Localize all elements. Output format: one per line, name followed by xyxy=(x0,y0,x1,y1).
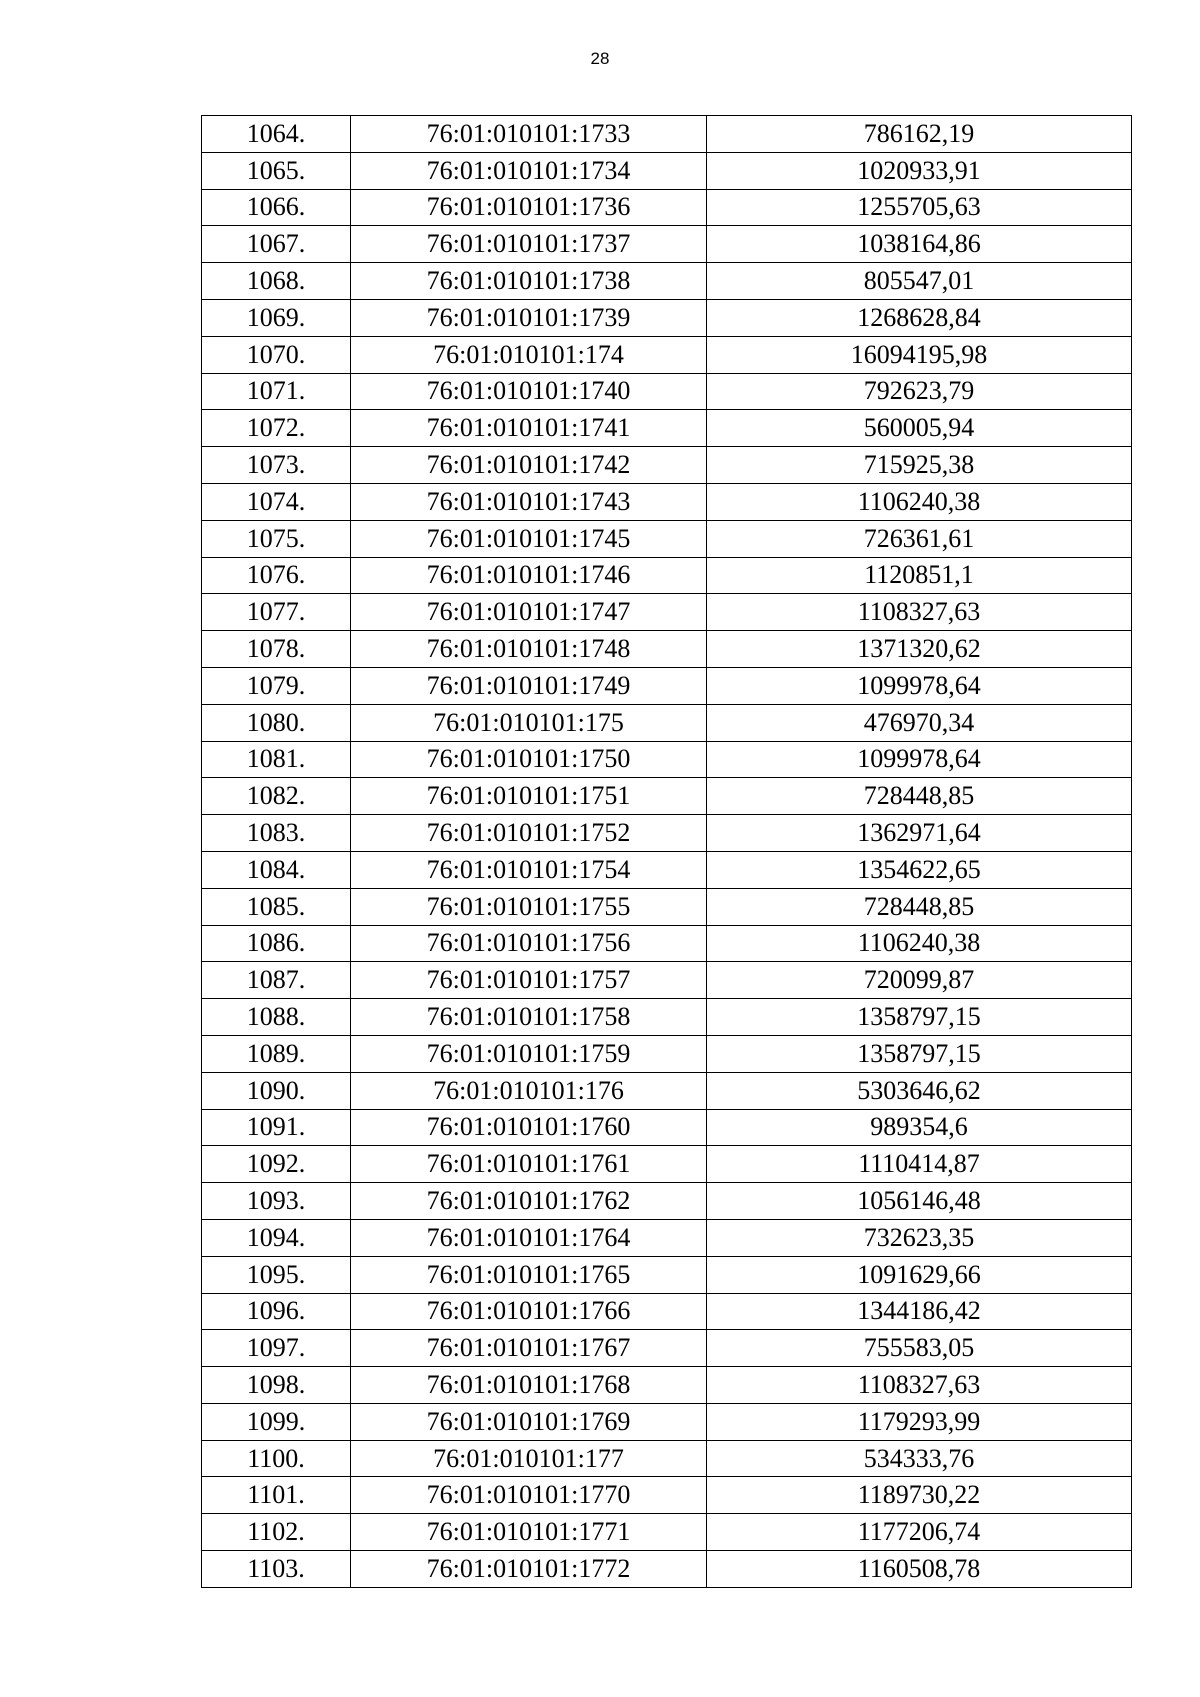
cadastral-number-cell: 76:01:010101:1770 xyxy=(351,1477,707,1514)
table-row xyxy=(202,925,1132,962)
cadastral-value-cell: 1358797,15 xyxy=(707,1035,1132,1072)
cadastral-number-cell: 76:01:010101:1745 xyxy=(351,520,707,557)
cadastral-value-cell: 1179293,99 xyxy=(707,1403,1132,1440)
row-number-cell: 1097. xyxy=(202,1330,351,1367)
row-number-cell: 1076. xyxy=(202,557,351,594)
row-number-cell: 1101. xyxy=(202,1477,351,1514)
row-number-cell: 1066. xyxy=(202,189,351,226)
table-row xyxy=(202,1035,1132,1072)
cadastral-number-cell: 76:01:010101:1769 xyxy=(351,1403,707,1440)
cadastral-value-cell: 1344186,42 xyxy=(707,1293,1132,1330)
cadastral-number-cell: 76:01:010101:1762 xyxy=(351,1183,707,1220)
cadastral-value-cell: 1362971,64 xyxy=(707,815,1132,852)
page-number: 28 xyxy=(590,49,610,68)
table-row xyxy=(202,1109,1132,1146)
cadastral-number-cell: 76:01:010101:1741 xyxy=(351,410,707,447)
table-row xyxy=(202,116,1132,153)
row-number-cell: 1071. xyxy=(202,373,351,410)
cadastral-value-cell: 534333,76 xyxy=(707,1440,1132,1477)
cadastral-number-cell: 76:01:010101:1739 xyxy=(351,299,707,336)
table-row xyxy=(202,631,1132,668)
cadastral-value-cell: 1108327,63 xyxy=(707,594,1132,631)
table-row xyxy=(202,1219,1132,1256)
row-number-cell: 1091. xyxy=(202,1109,351,1146)
table-row xyxy=(202,263,1132,300)
table-row xyxy=(202,152,1132,189)
row-number-cell: 1103. xyxy=(202,1551,351,1588)
table-row xyxy=(202,189,1132,226)
row-number-cell: 1102. xyxy=(202,1514,351,1551)
table-row xyxy=(202,373,1132,410)
cadastral-number-cell: 76:01:010101:1760 xyxy=(351,1109,707,1146)
row-number-cell: 1087. xyxy=(202,962,351,999)
cadastral-number-cell: 76:01:010101:1765 xyxy=(351,1256,707,1293)
cadastral-number-cell: 76:01:010101:1768 xyxy=(351,1367,707,1404)
row-number-cell: 1072. xyxy=(202,410,351,447)
cadastral-number-cell: 76:01:010101:1747 xyxy=(351,594,707,631)
row-number-cell: 1090. xyxy=(202,1072,351,1109)
cadastral-number-cell: 76:01:010101:1740 xyxy=(351,373,707,410)
table-row xyxy=(202,999,1132,1036)
cadastral-value-cell: 1091629,66 xyxy=(707,1256,1132,1293)
cadastral-value-cell: 1120851,1 xyxy=(707,557,1132,594)
cadastral-number-cell: 76:01:010101:1772 xyxy=(351,1551,707,1588)
row-number-cell: 1077. xyxy=(202,594,351,631)
row-number-cell: 1100. xyxy=(202,1440,351,1477)
table-row xyxy=(202,1551,1132,1588)
cadastral-number-cell: 76:01:010101:1757 xyxy=(351,962,707,999)
cadastral-number-cell: 76:01:010101:1771 xyxy=(351,1514,707,1551)
cadastral-value-cell: 726361,61 xyxy=(707,520,1132,557)
cadastral-number-cell: 76:01:010101:177 xyxy=(351,1440,707,1477)
row-number-cell: 1099. xyxy=(202,1403,351,1440)
row-number-cell: 1081. xyxy=(202,741,351,778)
row-number-cell: 1083. xyxy=(202,815,351,852)
table-row xyxy=(202,1146,1132,1183)
cadastral-value-cell: 1160508,78 xyxy=(707,1551,1132,1588)
table-row xyxy=(202,667,1132,704)
table-row xyxy=(202,299,1132,336)
row-number-cell: 1093. xyxy=(202,1183,351,1220)
cadastral-number-cell: 76:01:010101:1733 xyxy=(351,116,707,153)
row-number-cell: 1094. xyxy=(202,1219,351,1256)
cadastral-value-cell: 1108327,63 xyxy=(707,1367,1132,1404)
table-row xyxy=(202,1514,1132,1551)
cadastral-value-cell: 1106240,38 xyxy=(707,483,1132,520)
cadastral-value-cell: 1255705,63 xyxy=(707,189,1132,226)
cadastral-value-cell: 805547,01 xyxy=(707,263,1132,300)
cadastral-value-cell: 1177206,74 xyxy=(707,1514,1132,1551)
row-number-cell: 1096. xyxy=(202,1293,351,1330)
cadastral-number-cell: 76:01:010101:1736 xyxy=(351,189,707,226)
cadastral-value-cell: 792623,79 xyxy=(707,373,1132,410)
cadastral-number-cell: 76:01:010101:1755 xyxy=(351,888,707,925)
cadastral-value-cell: 1106240,38 xyxy=(707,925,1132,962)
cadastral-number-cell: 76:01:010101:176 xyxy=(351,1072,707,1109)
table-row xyxy=(202,1183,1132,1220)
cadastral-number-cell: 76:01:010101:1766 xyxy=(351,1293,707,1330)
cadastral-number-cell: 76:01:010101:1764 xyxy=(351,1219,707,1256)
cadastral-number-cell: 76:01:010101:1738 xyxy=(351,263,707,300)
row-number-cell: 1086. xyxy=(202,925,351,962)
table-row xyxy=(202,778,1132,815)
row-number-cell: 1065. xyxy=(202,152,351,189)
table-row xyxy=(202,851,1132,888)
table-row xyxy=(202,410,1132,447)
cadastral-number-cell: 76:01:010101:1752 xyxy=(351,815,707,852)
cadastral-number-cell: 76:01:010101:1758 xyxy=(351,999,707,1036)
cadastral-number-cell: 76:01:010101:1746 xyxy=(351,557,707,594)
cadastral-value-cell: 989354,6 xyxy=(707,1109,1132,1146)
cadastral-value-cell: 715925,38 xyxy=(707,447,1132,484)
table-row xyxy=(202,741,1132,778)
cadastral-value-cell: 720099,87 xyxy=(707,962,1132,999)
cadastral-value-cell: 476970,34 xyxy=(707,704,1132,741)
cadastral-value-cell: 728448,85 xyxy=(707,778,1132,815)
row-number-cell: 1082. xyxy=(202,778,351,815)
cadastral-value-cell: 1056146,48 xyxy=(707,1183,1132,1220)
table-row xyxy=(202,888,1132,925)
row-number-cell: 1064. xyxy=(202,116,351,153)
row-number-cell: 1068. xyxy=(202,263,351,300)
table-row xyxy=(202,962,1132,999)
cadastral-number-cell: 76:01:010101:1767 xyxy=(351,1330,707,1367)
table-row xyxy=(202,704,1132,741)
cadastral-number-cell: 76:01:010101:175 xyxy=(351,704,707,741)
table-row xyxy=(202,1440,1132,1477)
cadastral-value-cell: 755583,05 xyxy=(707,1330,1132,1367)
row-number-cell: 1070. xyxy=(202,336,351,373)
cadastral-value-cell: 1268628,84 xyxy=(707,299,1132,336)
row-number-cell: 1088. xyxy=(202,999,351,1036)
row-number-cell: 1074. xyxy=(202,483,351,520)
table-row xyxy=(202,447,1132,484)
row-number-cell: 1069. xyxy=(202,299,351,336)
row-number-cell: 1095. xyxy=(202,1256,351,1293)
table-row xyxy=(202,1403,1132,1440)
cadastral-value-cell: 1189730,22 xyxy=(707,1477,1132,1514)
table-row xyxy=(202,1367,1132,1404)
table-row xyxy=(202,483,1132,520)
cadastral-value-cell: 1020933,91 xyxy=(707,152,1132,189)
cadastral-number-cell: 76:01:010101:1742 xyxy=(351,447,707,484)
cadastral-value-cell: 5303646,62 xyxy=(707,1072,1132,1109)
cadastral-value-cell: 1099978,64 xyxy=(707,741,1132,778)
cadastral-value-table xyxy=(201,115,1132,1588)
cadastral-value-cell: 1371320,62 xyxy=(707,631,1132,668)
row-number-cell: 1067. xyxy=(202,226,351,263)
cadastral-number-cell: 76:01:010101:1756 xyxy=(351,925,707,962)
table-row xyxy=(202,1330,1132,1367)
table-row xyxy=(202,226,1132,263)
table-row xyxy=(202,520,1132,557)
cadastral-value-cell: 1354622,65 xyxy=(707,851,1132,888)
cadastral-number-cell: 76:01:010101:1754 xyxy=(351,851,707,888)
cadastral-value-cell: 728448,85 xyxy=(707,888,1132,925)
table-row xyxy=(202,1256,1132,1293)
row-number-cell: 1084. xyxy=(202,851,351,888)
row-number-cell: 1080. xyxy=(202,704,351,741)
cadastral-number-cell: 76:01:010101:1743 xyxy=(351,483,707,520)
row-number-cell: 1079. xyxy=(202,667,351,704)
row-number-cell: 1085. xyxy=(202,888,351,925)
cadastral-value-cell: 1038164,86 xyxy=(707,226,1132,263)
cadastral-number-cell: 76:01:010101:1749 xyxy=(351,667,707,704)
table-row xyxy=(202,557,1132,594)
cadastral-number-cell: 76:01:010101:1737 xyxy=(351,226,707,263)
cadastral-number-cell: 76:01:010101:1759 xyxy=(351,1035,707,1072)
cadastral-value-cell: 1110414,87 xyxy=(707,1146,1132,1183)
cadastral-number-cell: 76:01:010101:1734 xyxy=(351,152,707,189)
row-number-cell: 1078. xyxy=(202,631,351,668)
cadastral-value-cell: 560005,94 xyxy=(707,410,1132,447)
cadastral-value-cell: 1099978,64 xyxy=(707,667,1132,704)
table-row xyxy=(202,815,1132,852)
cadastral-value-cell: 1358797,15 xyxy=(707,999,1132,1036)
table-row xyxy=(202,336,1132,373)
table-row xyxy=(202,1293,1132,1330)
row-number-cell: 1075. xyxy=(202,520,351,557)
cadastral-number-cell: 76:01:010101:174 xyxy=(351,336,707,373)
row-number-cell: 1098. xyxy=(202,1367,351,1404)
cadastral-number-cell: 76:01:010101:1761 xyxy=(351,1146,707,1183)
cadastral-number-cell: 76:01:010101:1748 xyxy=(351,631,707,668)
cadastral-value-cell: 16094195,98 xyxy=(707,336,1132,373)
cadastral-value-cell: 786162,19 xyxy=(707,116,1132,153)
cadastral-value-cell: 732623,35 xyxy=(707,1219,1132,1256)
row-number-cell: 1089. xyxy=(202,1035,351,1072)
cadastral-number-cell: 76:01:010101:1751 xyxy=(351,778,707,815)
table-row xyxy=(202,1477,1132,1514)
table-body xyxy=(202,116,1132,1588)
table-row xyxy=(202,1072,1132,1109)
row-number-cell: 1073. xyxy=(202,447,351,484)
row-number-cell: 1092. xyxy=(202,1146,351,1183)
table-row xyxy=(202,594,1132,631)
cadastral-number-cell: 76:01:010101:1750 xyxy=(351,741,707,778)
